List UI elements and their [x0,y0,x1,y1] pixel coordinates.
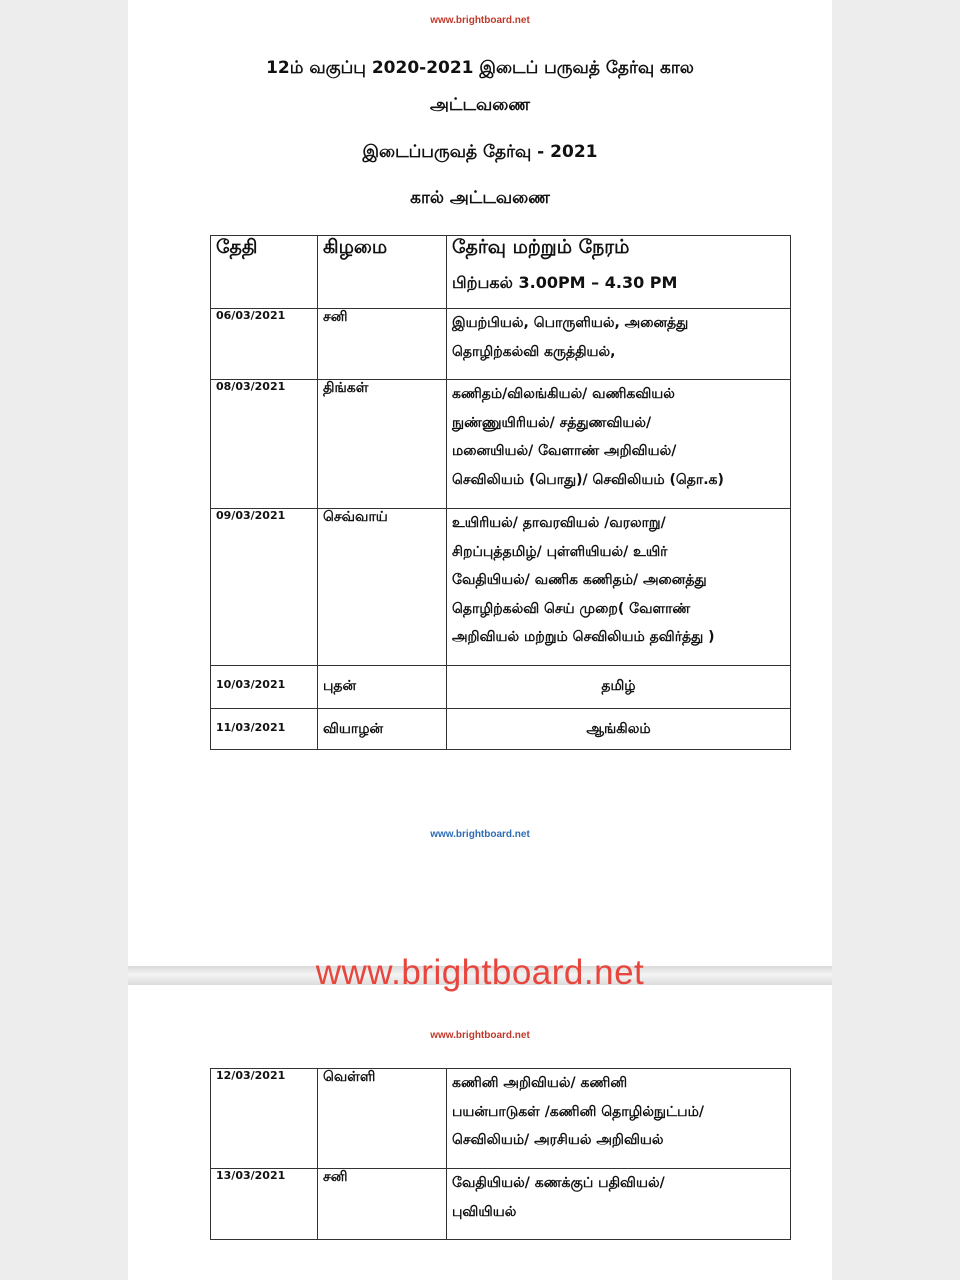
subject-line: வேதியியல்/ வணிக கணிதம்/ அனைத்து [452,572,707,588]
subject-line: தொழிற்கல்வி செய் முறை( வேளாண் [452,600,691,617]
table-row [211,509,791,666]
row-date: 10/03/2021 [211,666,318,709]
row-subjects [447,509,791,666]
subject-line: தமிழ் [601,678,636,694]
subject-line: பயன்பாடுகள் /கணினி தொழில்நுட்பம்/ [452,1103,704,1120]
subject-line: அறிவியல் மற்றும் செவிலியம் தவிர்த்து ) [452,629,715,645]
subject-line: வேதியியல்/ கணக்குப் பதிவியல்/ [452,1175,665,1191]
table-row [211,309,791,380]
subject-line: நுண்ணுயிரியல்/ சத்துணவியல்/ [452,414,652,431]
row-subjects [447,309,791,380]
subject-line: கணினி அறிவியல்/ கணினி [452,1075,628,1091]
title-line-4: கால் அட்டவணை [410,188,550,208]
header-day: கிழமை [318,236,447,309]
subject-line: ஆங்கிலம் [586,721,651,737]
header-exam [447,236,791,309]
header-exam-label: தேர்வு மற்றும் நேரம் [452,236,630,258]
header-time: பிற்பகல் 3.00PM – 4.30 PM [452,273,678,292]
table-row [211,709,791,750]
row-subjects [447,380,791,509]
site-watermark-overlay: www.brightboard.net [315,953,645,992]
table-row [211,666,791,709]
row-day: சனி [318,1169,447,1240]
header-date: தேதி [211,236,318,309]
row-subjects [447,1069,791,1169]
watermark-bottom: www.brightboard.net [430,829,530,840]
row-subjects [447,666,791,709]
title-line-3: இடைப்பருவத் தேர்வு - 2021 [362,142,598,162]
subject-line: செவிலியம்/ அரசியல் அறிவியல் [452,1132,664,1148]
subject-line: இயற்பியல், பொருளியல், அனைத்து [452,315,689,331]
table-row [211,380,791,509]
row-day: வியாழன் [318,709,447,750]
table-row [211,1169,791,1240]
watermark-top: www.brightboard.net [430,15,530,26]
subject-line: செவிலியம் (பொது)/ செவிலியம் (தொ.க) [452,471,724,488]
row-day: வெள்ளி [318,1069,447,1169]
row-date: 09/03/2021 [211,509,318,666]
subject-line: மனையியல்/ வேளாண் அறிவியல்/ [452,443,677,459]
row-day: சனி [318,309,447,380]
table-row [211,1069,791,1169]
row-day: செவ்வாய் [318,509,447,666]
watermark-top-page-2: www.brightboard.net [430,1030,530,1041]
document-page-2 [128,985,832,1280]
row-date: 12/03/2021 [211,1069,318,1169]
row-subjects [447,709,791,750]
row-subjects [447,1169,791,1240]
subject-line: கணிதம்/விலங்கியல்/ வணிகவியல் [452,386,675,402]
row-date: 11/03/2021 [211,709,318,750]
subject-line: புவியியல் [452,1203,517,1220]
table-header-row [211,236,791,309]
row-date: 13/03/2021 [211,1169,318,1240]
row-day: திங்கள் [318,380,447,509]
row-day: புதன் [318,666,447,709]
row-date: 06/03/2021 [211,309,318,380]
schedule-table [210,235,791,750]
subject-line: சிறப்புத்தமிழ்/ புள்ளியியல்/ உயிர் [452,543,668,560]
title-line-2: அட்டவணை [430,95,530,115]
schedule-table-continued [210,1068,791,1240]
title-line-1: 12ம் வகுப்பு 2020-2021 இடைப் பருவத் தேர்வு கால [266,58,694,78]
subject-line: உயிரியல்/ தாவரவியல் /வரலாறு/ [452,515,666,531]
row-date: 08/03/2021 [211,380,318,509]
document-page-1 [128,0,832,966]
subject-line: தொழிற்கல்வி கருத்தியல், [452,343,616,360]
